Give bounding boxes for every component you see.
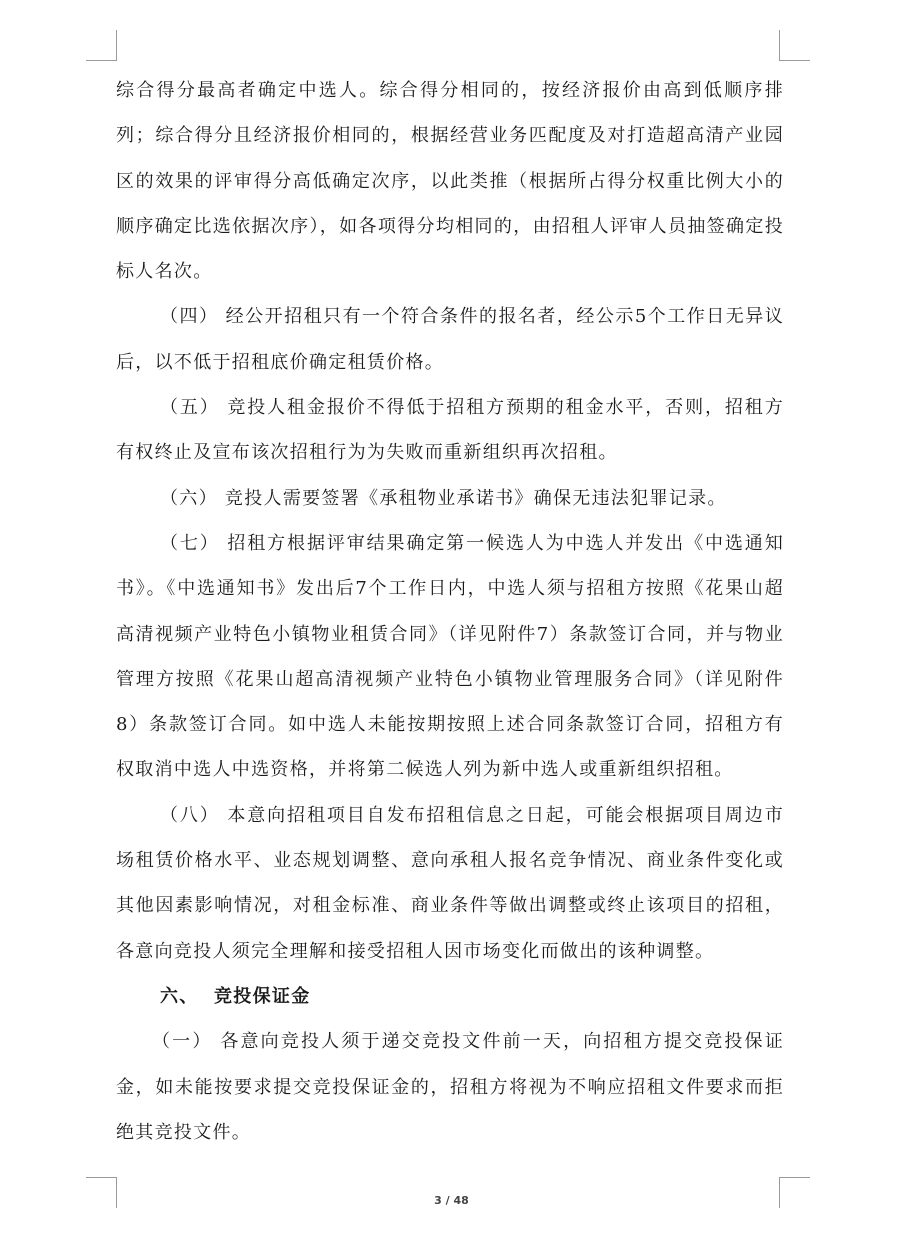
- section-heading: [116, 974, 784, 1019]
- crop-mark-top-right: [779, 30, 810, 61]
- paragraph-item-5: （五） 竞投人租金报价不得低于招租方预期的租金水平，否则，招租方有权终止及宣布该次招租行为为失败而重新组织再次招租。: [116, 397, 784, 464]
- paragraph-item-7: （七） 招租方根据评审结果确定第一候选人为中选人并发出《中选通知书》。《中选通知书》发出后7个工作日内，中选人须与招租方按照《花果山超高清视频产业特色小镇物业租赁合同》（详见附件7）条款签订合同，并与物业管理方按照《花果山超高清视频产业特色小镇物业管理服务合同》（详见附件8）条款签订合同。如中选人未能按期按照上述合同条款签订合同，招租方有权取消中选人中选资格，并将第二候选人列为新中选人或重新组织招租。: [116, 532, 784, 781]
- paragraph-item-4: （四） 经公开招租只有一个符合条件的报名者，经公示5个工作日无异议后，以不低于招租底价确定租赁价格。: [116, 306, 784, 373]
- paragraph-item-8: （八） 本意向招租项目自发布招租信息之日起，可能会根据项目周边市场租赁价格水平、业态规划调整、意向承租人报名竞争情况、商业条件变化或其他因素影响情况，对租金标准、商业条件等做出调整或终止该项目的招租，各意向竞投人须完全理解和接受招租人因市场变化而做出的该种调整。: [116, 804, 784, 962]
- page-body: [116, 68, 784, 1155]
- section-number: 六、: [160, 985, 199, 1007]
- paragraph-deposit-item-1: （一） 各意向竞投人须于递交竞投文件前一天，向招租方提交竞投保证金，如未能按要求提交竞投保证金的，招租方将视为不响应招租文件要求而拒绝其竞投文件。: [116, 1031, 784, 1143]
- page-number: 3 / 48: [434, 1194, 469, 1207]
- paragraph-item-6: （六） 竞投人需要签署《承租物业承诺书》确保无违法犯罪记录。: [160, 487, 727, 509]
- crop-mark-top-left: [86, 30, 117, 61]
- paragraph-continued-ranking: 综合得分最高者确定中选人。综合得分相同的，按经济报价由高到低顺序排列；综合得分且经济报价相同的，根据经营业务匹配度及对打造超高清产业园区的效果的评审得分高低确定次序，以此类推（根据所占得分权重比例大小的顺序确定比选依据次序），如各项得分均相同的，由招租人评审人员抽签确定投标人名次。: [116, 80, 784, 283]
- section-title: 竞投保证金: [214, 985, 311, 1007]
